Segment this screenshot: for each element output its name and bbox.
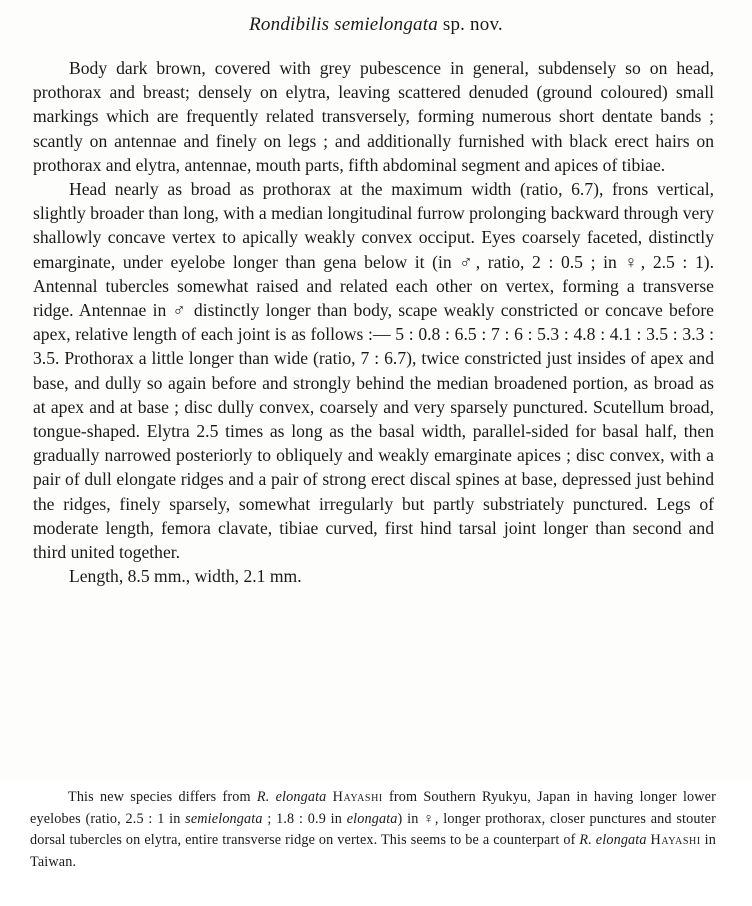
species-description — [33, 56, 714, 588]
note-species-2: semielongata — [185, 810, 263, 827]
species-status: sp. nov. — [442, 14, 503, 35]
note-text-1: This new species differs from — [68, 789, 257, 805]
note-species-1: R. elongata — [256, 789, 327, 805]
note-text-3: ; 1.8 : 0.9 in — [262, 810, 347, 827]
note-author-2: Hayashi — [650, 832, 701, 849]
species-heading — [0, 14, 752, 36]
note-author-1: Hayashi — [332, 789, 383, 805]
comparison-paragraph — [30, 787, 716, 873]
species-name: Rondibilis semielongata — [249, 14, 438, 35]
note-species-4: R. elongata — [579, 832, 647, 849]
note-species-3: elongata — [346, 810, 398, 827]
description-paragraph-2: Head nearly as broad as prothorax at the maximum width (ratio, 6.7), frons vertical, slightly broader than long, with a median longitudinal furrow prolonging backward through very shallowly concave vertex to apically weakly convex occiput. Eyes coarsely faceted, distinctly emarginate, under eyelobe longer than gena below it (in ♂, ratio, 2 : 0.5 ; in ♀, 2.5 : 1). Antennal tubercles somewhat raised and related each other on vertex, forming a transverse ridge. Antennae in ♂ distinctly longer than body, scape weakly constricted or concave before apex, relative length of each joint is as follows :— 5 : 0.8 : 6.5 : 7 : 6 : 5.3 : 4.8 : 4.1 : 3.5 : 3.3 : 3.5. Prothorax a little longer than wide (ratio, 7 : 6.7), twice constricted just insides of apex and base, and dully so again before and strongly behind the median broadened portion, as broad as at apex and at base ; disc dully convex, coarsely and very sparsely punctured. Scutellum broad, tongue-shaped. Elytra 2.5 times as long as the basal width, parallel-sided for basal half, then gradually narrowed posteriorly to obliquely and weakly emarginate apices ; disc convex, with a pair of dull elongate ridges and a pair of strong erect discal spines at base, depressed just behind the ridges, finely sparsely, somewhat irregularly but partly substriately punctured. Legs of moderate length, femora clavate, tibiae curved, first hind tarsal joint longer than second and third united together. — [33, 179, 714, 563]
note-text-5: in Taiwan. — [30, 832, 716, 870]
note-text-2: from Southern Ryukyu, Japan in having longer lower eyelobes (ratio, 2.5 : 1 in — [30, 789, 716, 827]
note-text-4: ) in ♀, longer prothorax, closer punctures and stouter dorsal tubercles on elytra, entire transverse ridge on vertex. This seems to be a counterpart of — [30, 810, 716, 849]
comparison-note — [30, 787, 716, 873]
description-paragraph-1: Body dark brown, covered with grey pubescence in general, subdensely so on head, prothorax and breast; densely on elytra, leaving scattered denuded (ground coloured) small markings which are frequently related transversely, forming numerous short dentate bands ; scantly on antennae and finely on legs ; and additionally furnished with black erect hairs on prothorax and elytra, antennae, mouth parts, fifth abdominal segment and apices of tibiae. — [33, 58, 714, 175]
measurements-line: Length, 8.5 mm., width, 2.1 mm. — [69, 566, 302, 587]
